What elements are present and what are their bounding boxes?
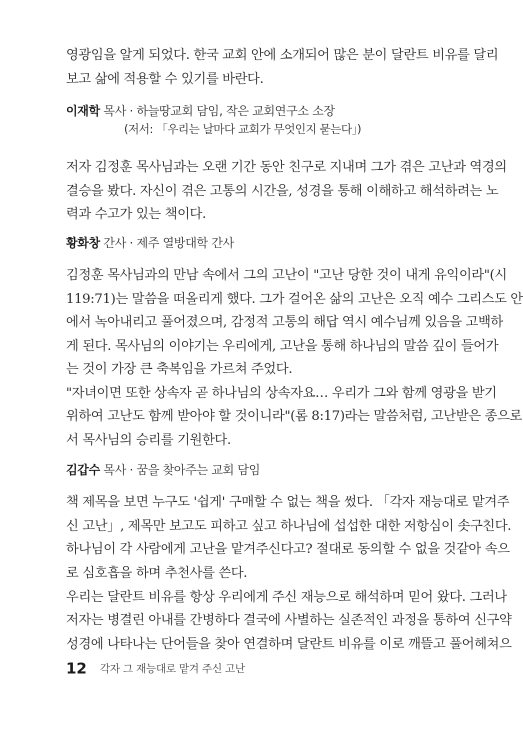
body-text-line: 우리는 달란트 비유를 항상 우리에게 주신 재능으로 해석하며 믿어 왔다. 그러나 (66, 590, 507, 605)
body-text-line: 에서 녹아내리고 풀어졌으며, 감정적 고통의 해답 역시 예수님께 있음을 고백하 (66, 315, 503, 330)
body-text-line: 결승을 봤다. 자신이 겪은 고통의 시간을, 성경을 통해 이해하고 해석하려는 노 (66, 184, 499, 199)
body-text-line: 로 심호흡을 하며 추천사를 쓴다. (66, 566, 248, 581)
endorser-name: 황화창 (66, 236, 100, 250)
page-number: 12 (66, 659, 87, 678)
body-text-line: 서 목사님의 승리를 기원한다. (66, 433, 231, 448)
body-text-line: 게 된다. 목사님의 이야기는 우리에게, 고난을 통해 하나님의 말씀 깊이 들어가 (66, 339, 499, 354)
endorser-role: 목사 · 꿈을 찾아주는 교회 담임 (103, 463, 260, 477)
body-text-line: 하나님이 각 사람에게 고난을 맡겨주신다고? 절대로 동의할 수 없을 것같아 속으 (66, 542, 510, 557)
page-footer (66, 658, 245, 678)
body-text-line: 력과 수고가 있는 책이다. (66, 207, 206, 222)
endorser-credit (66, 462, 260, 478)
endorser-credit (66, 235, 234, 251)
endorser-book: (저서: 「우리는 날마다 교회가 무엇인지 묻는다」) (124, 122, 362, 136)
body-text-line: 책 제목을 보면 누구도 '쉽게' 구매할 수 없는 책을 썼다. 「각자 재능대로 맡겨주 (66, 495, 510, 510)
body-text-line: 저자는 병결린 아내를 간병하다 결국에 사별하는 실존적인 과정을 통하여 신구약 (66, 613, 512, 628)
endorser-role: 간사 · 제주 열방대학 간사 (103, 236, 234, 250)
endorser-name: 이재학 (66, 104, 100, 118)
body-text-line: 신 고난」, 제목만 보고도 피하고 싶고 하나님에 섭섭한 대한 저항심이 솟구친다. (66, 519, 512, 534)
endorser-name: 김갑수 (66, 463, 100, 477)
body-text-line: 영광임을 알게 되었다. 한국 교회 안에 소개되어 많은 분이 달란트 비유를 달리 (66, 48, 499, 63)
body-text-line: 는 것이 가장 큰 축복임을 가르쳐 주었다. (66, 362, 293, 377)
body-text-line: 119:71)는 말씀을 떠올리게 했다. 그가 걸어온 삶의 고난은 오직 예수 그리스도 안 (66, 292, 523, 307)
running-title: 각자 그 재능대로 맡겨 주신 고난 (99, 663, 245, 675)
body-text-line: 성경에 나타나는 단어들을 찾아 연결하며 달란트 비유를 이로 깨뜰고 풀어헤쳐으 (66, 637, 512, 652)
endorser-role: 목사 · 하늘땅교회 담임, 작은 교회연구소 소장 (103, 104, 335, 118)
body-text-line: 보고 삶에 적용할 수 있기를 바란다. (66, 72, 264, 87)
endorser-credit (66, 103, 335, 119)
body-text-line: 저자 김정훈 목사님과는 오랜 기간 동안 친구로 지내며 그가 겪은 고난과 역경의 (66, 160, 507, 175)
body-text-line: "자녀이면 또한 상속자 곧 하나님의 상속자요… 우리가 그와 함께 영광을 받기 (66, 386, 497, 401)
body-text-line: 위하여 고난도 함께 받아야 할 것이니라"(롬 8:17)라는 말씀처럼, 고난받은 종으로 (66, 409, 522, 424)
body-text-line: 김정훈 목사님과의 만남 속에서 그의 고난이 "고난 당한 것이 내게 유익이라"(시 (66, 268, 507, 283)
